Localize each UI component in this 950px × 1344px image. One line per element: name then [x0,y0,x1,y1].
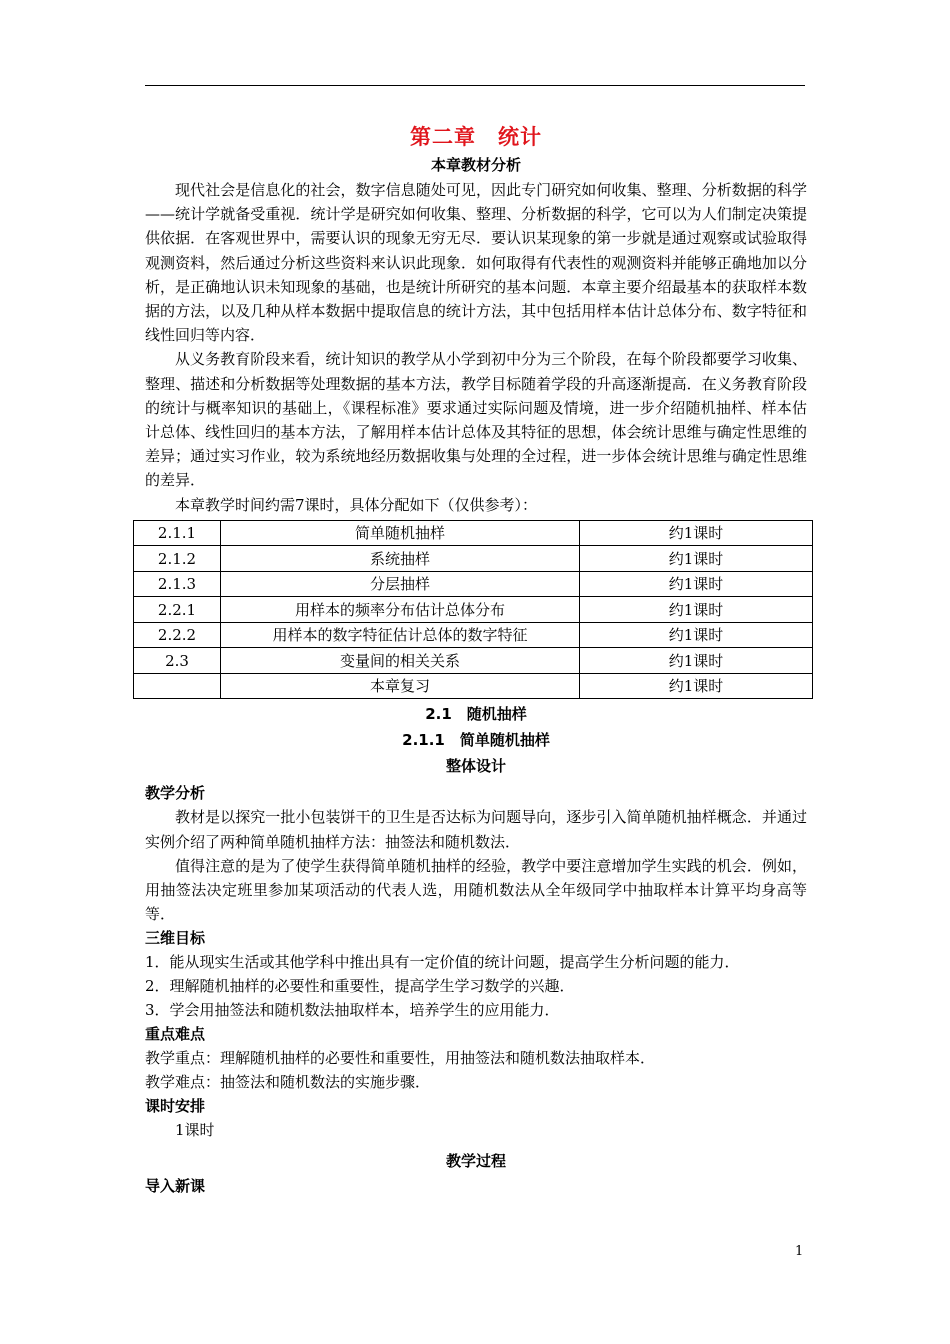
class-hours-text: 1课时 [175,1121,215,1140]
process-heading: 教学过程 [445,1152,506,1171]
page-number: 1 [795,1244,804,1259]
objective-item-1: 1．能从现实生活或其他学科中推出具有一定价值的统计问题，提高学生分析问题的能力． [145,953,740,972]
lesson-topic-cell: 用样本的数字特征估计总体的数字特征 [221,622,580,648]
lesson-topic-cell: 分层抽样 [221,571,580,597]
intro-paragraph-2: 从义务教育阶段来看，统计知识的教学从小学到初中分为三个阶段，在每个阶段都要学习收集、整理、描述和分析数据等处理数据的基本方法，教学目标随着学段的升高逐渐提高．在义务教育阶段的统计与概率知识的基础上，《课程标准》要求通过实际问题及情境，进一步介绍随机抽样、样本估计总体、线性回归的基本方法，了解用样本估计总体及其特征的思想，体会统计思维与确定性思维的差异；通过实习作业，较为系统地经历数据收集与处理的全过程，进一步体会统计思维与确定性思维的差异． [145,350,807,490]
teaching-analysis-heading: 教学分析 [145,784,206,803]
lesson-number-cell: 2.2.2 [134,622,221,648]
intro-new-lesson-heading: 导入新课 [145,1177,206,1196]
table-row [134,571,813,597]
lesson-topic-cell: 用样本的频率分布估计总体分布 [221,597,580,623]
lesson-topic-cell: 简单随机抽样 [221,520,580,546]
analysis-heading: 本章教材分析 [430,156,521,174]
lesson-number-cell: 2.1.3 [134,571,221,597]
schedule-intro: 本章教学时间约需7课时，具体分配如下（仅供参考）： [175,495,538,514]
lesson-number-cell: 2.1.1 [134,520,221,546]
table-row [134,546,813,572]
lesson-topic-cell: 本章复习 [221,673,580,699]
teaching-focus: 教学重点：理解随机抽样的必要性和重要性，用抽签法和随机数法抽取样本． [145,1049,656,1068]
key-points-heading: 重点难点 [145,1025,206,1044]
lesson-hours-cell: 约1课时 [580,597,813,623]
lesson-hours-cell: 约1课时 [580,648,813,674]
table-row [134,673,813,699]
lesson-hours-cell: 约1课时 [580,622,813,648]
lesson-hours-cell: 约1课时 [580,673,813,699]
lesson-hours-cell: 约1课时 [580,520,813,546]
lesson-hours-cell: 约1课时 [580,546,813,572]
table-row [134,597,813,623]
lesson-topic-cell: 系统抽样 [221,546,580,572]
class-hours-heading: 课时安排 [145,1097,206,1116]
header-rule [145,85,805,86]
design-heading: 整体设计 [445,757,506,776]
objective-item-2: 2．理解随机抽样的必要性和重要性，提高学生学习数学的兴趣． [145,977,575,996]
teaching-analysis-paragraph-1: 教材是以探究一批小包装饼干的卫生是否达标为问题导向，逐步引入简单随机抽样概念．并通过实例介绍了两种简单随机抽样方法：抽签法和随机数法． [145,808,807,851]
objective-item-3: 3．学会用抽签法和随机数法抽取样本，培养学生的应用能力． [145,1001,560,1020]
chapter-title: 第二章 统计 [410,125,542,149]
schedule-table [133,520,813,700]
intro-paragraph-1: 现代社会是信息化的社会，数字信息随处可见，因此专门研究如何收集、整理、分析数据的科学——统计学就备受重视．统计学是研究如何收集、整理、分析数据的科学，它可以为人们制定决策提供依据．在客观世界中，需要认识的现象无穷无尽．要认识某现象的第一步就是通过观察或试验取得观测资料，然后通过分析这些资料来认识此现象．如何取得有代表性的观测资料并能够正确地加以分析，是正确地认识未知现象的基础，也是统计所研究的基本问题．本章主要介绍最基本的获取样本数据的方法，以及几种从样本数据中提取信息的统计方法，其中包括用样本估计总体分布、数字特征和线性回归等内容． [145,181,807,345]
table-row [134,520,813,546]
lesson-number-cell: 2.2.1 [134,597,221,623]
section-heading: 2.1 随机抽样 [425,705,527,724]
lesson-number-cell: 2.1.2 [134,546,221,572]
lesson-number-cell: 2.3 [134,648,221,674]
teaching-analysis-paragraph-2: 值得注意的是为了使学生获得简单随机抽样的经验，教学中要注意增加学生实践的机会．例如，用抽签法决定班里参加某项活动的代表人选，用随机数法从全年级同学中抽取样本计算平均身高等等． [145,856,807,924]
lesson-topic-cell: 变量间的相关关系 [221,648,580,674]
table-row [134,648,813,674]
teaching-difficulty: 教学难点：抽签法和随机数法的实施步骤． [145,1073,431,1092]
table-row [134,622,813,648]
lesson-number-cell [134,673,221,699]
objectives-heading: 三维目标 [145,929,206,948]
subsection-heading: 2.1.1 简单随机抽样 [402,731,550,750]
lesson-hours-cell: 约1课时 [580,571,813,597]
page-content [145,122,807,1198]
